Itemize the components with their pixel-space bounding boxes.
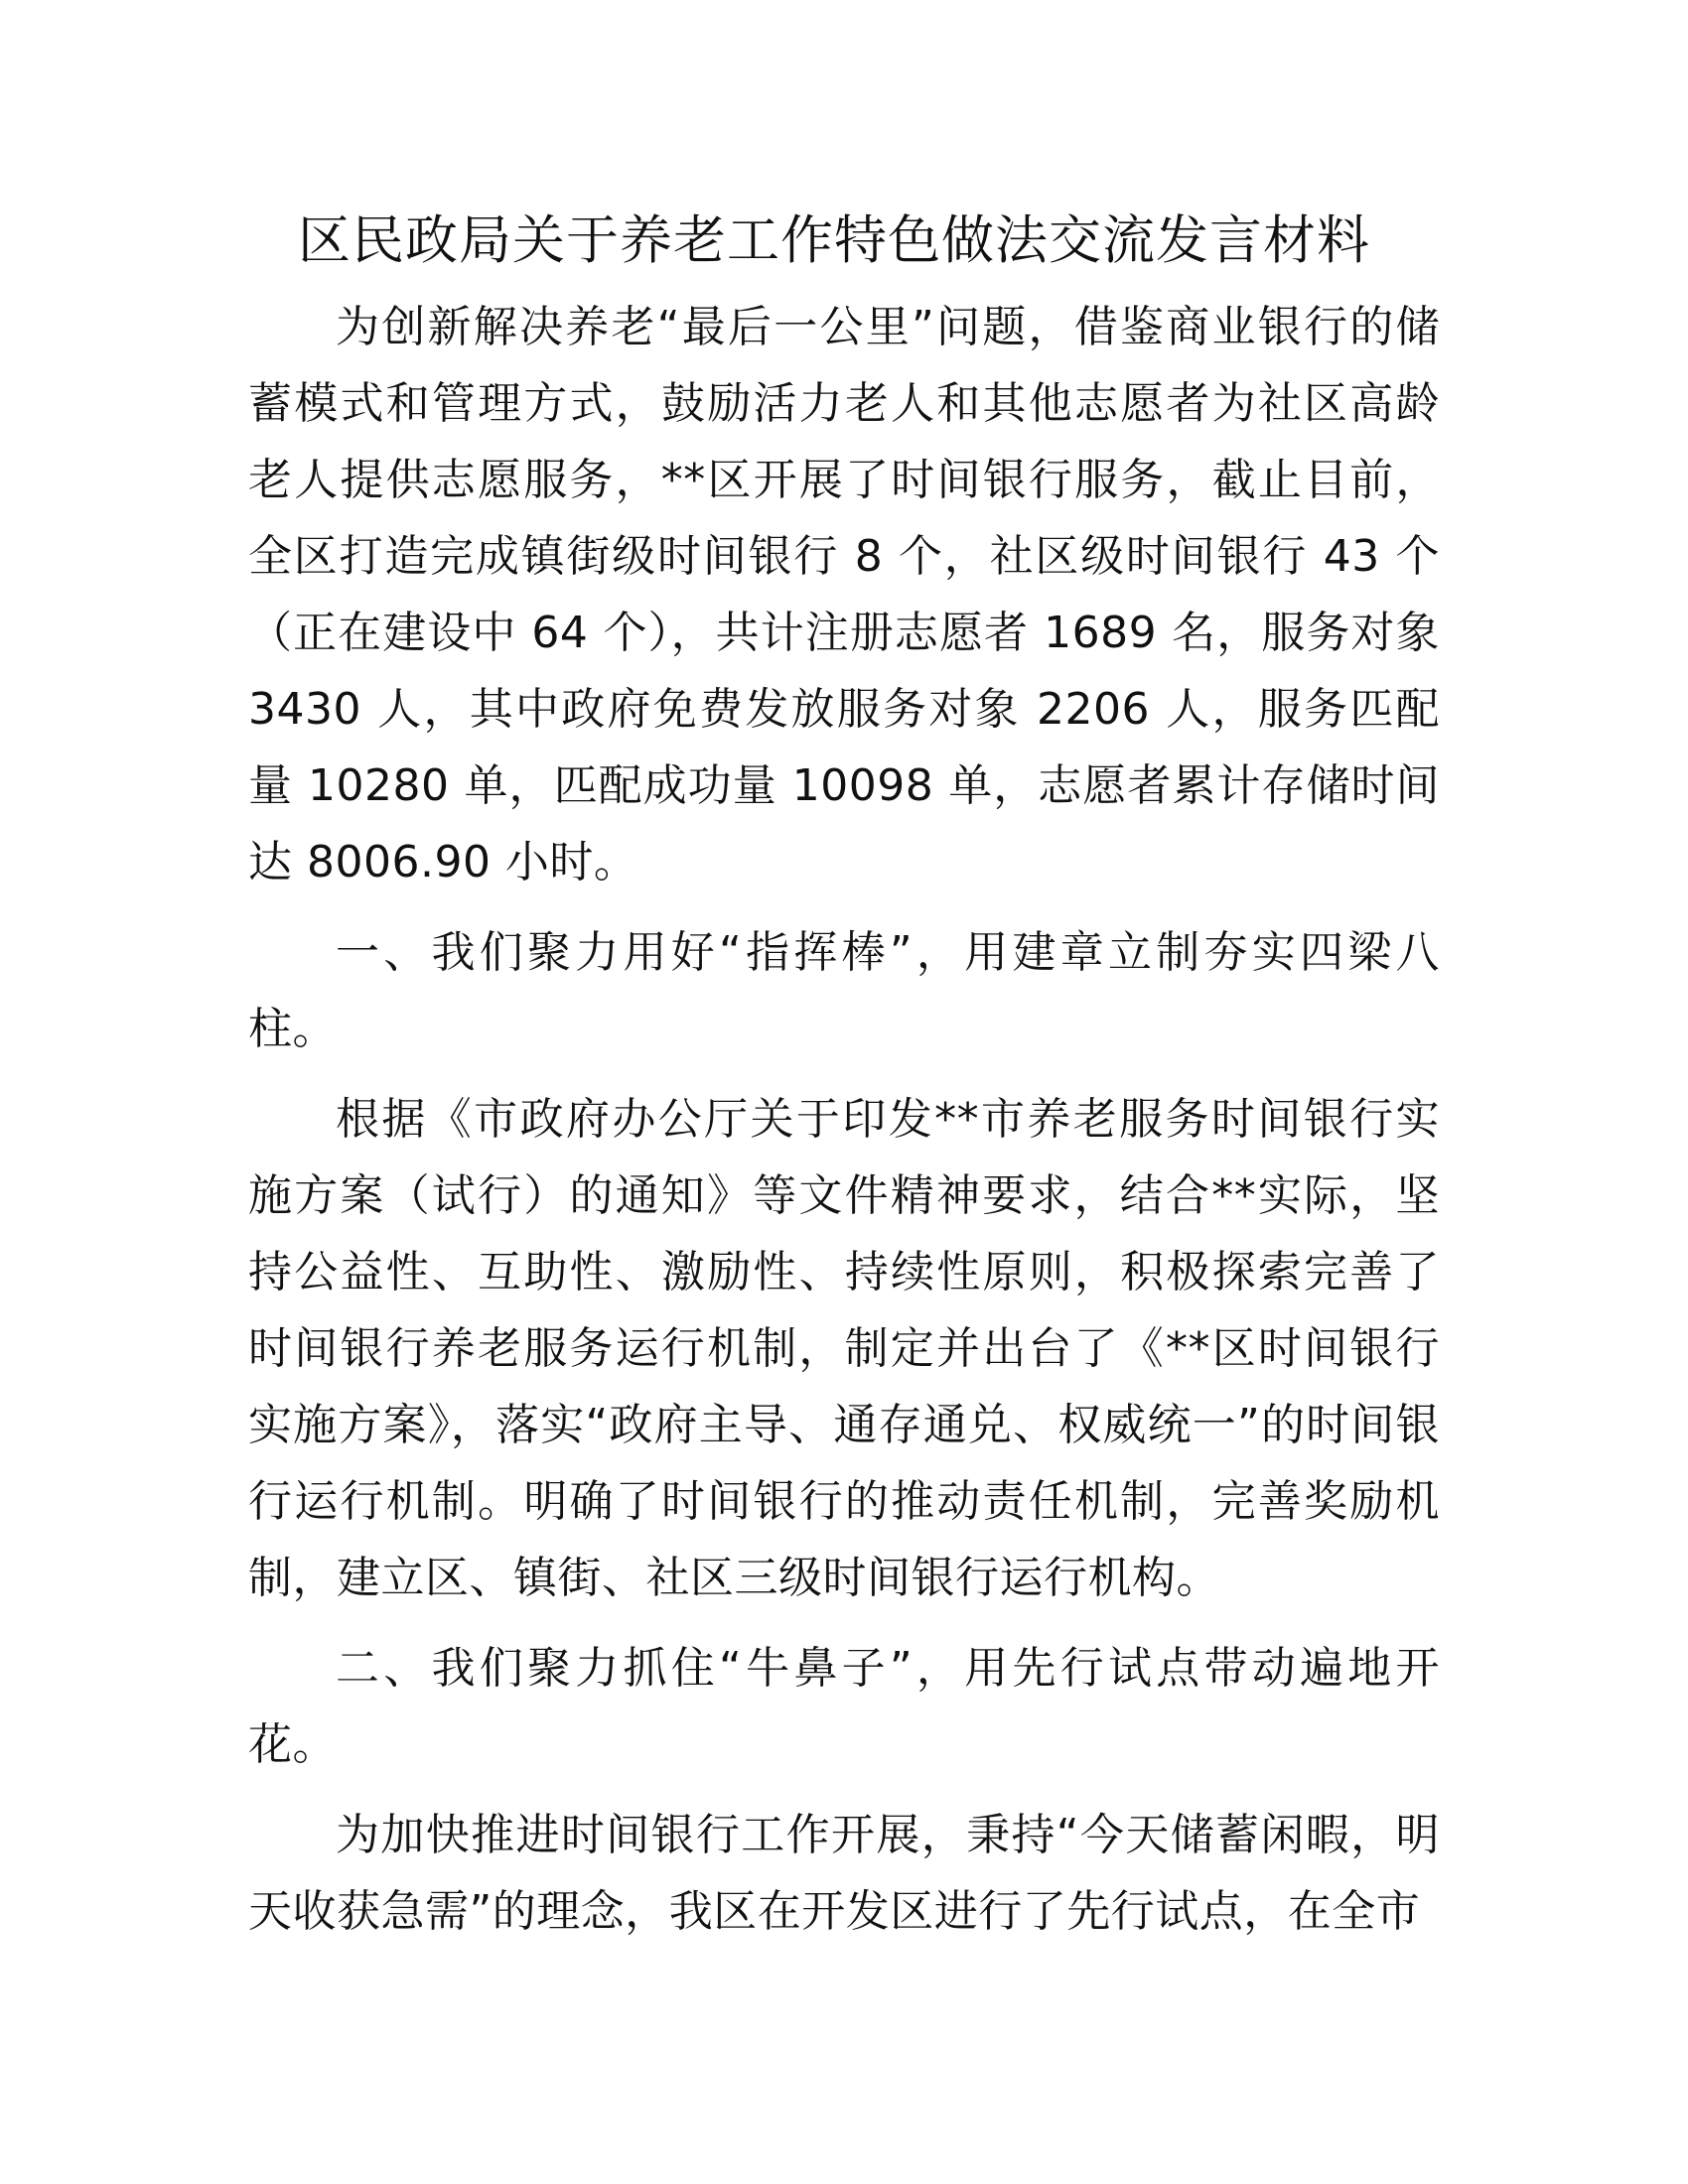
section-two-body: 为加快推进时间银行工作开展，秉持“今天储蓄闲暇，明天收获急需”的理念，我区在开发区进行了先行试点，在全市 [248,1810,1440,1937]
section-two-heading: 二、我们聚力抓住“牛鼻子”，用先行试点带动遍地开花。 [248,1643,1440,1770]
section-one-body: 根据《市政府办公厅关于印发**市养老服务时间银行实施方案（试行）的通知》等文件精神要求，结合**实际，坚持公益性、互助性、激励性、持续性原则，积极探索完善了时间银行养老服务运行机制，制定并出台了《**区时间银行实施方案》，落实“政府主导、通存通兑、权威统一”的时间银行运行机制。明确了时间银行的推动责任机制，完善奖励机制，建立区、镇街、社区三级时间银行运行机构。 [248,1094,1440,1603]
intro-paragraph: 为创新解决养老“最后一公里”问题，借鉴商业银行的储蓄模式和管理方式，鼓励活力老人和其他志愿者为社区高龄老人提供志愿服务，**区开展了时间银行服务，截止目前，全区打造完成镇街级时间银行 8 个，社区级时间银行 43 个（正在建设中 64 个），共计注册志愿者 1689 名，服务对象 3430 人，其中政府免费发放服务对象 2206 人，服务匹配量 10280 单，匹配成功量 10098 单，志愿者累计存储时间达 8006.90 小时。 [248,302,1440,887]
document-title: 区民政局关于养老工作特色做法交流发言材料 [298,210,1370,271]
document-page [248,194,1440,1950]
section-one-heading: 一、我们聚力用好“指挥棒”，用建章立制夯实四梁八柱。 [248,927,1440,1054]
